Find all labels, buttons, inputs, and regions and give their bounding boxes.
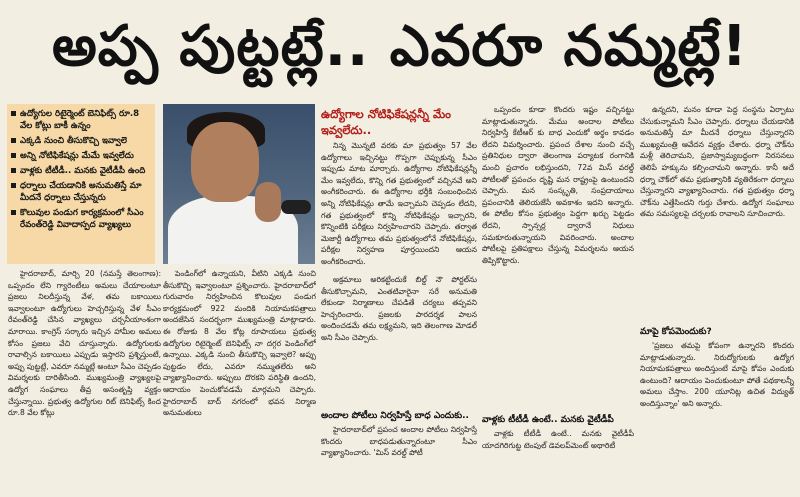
paragraph: ఉన్నదని, మనం కూడా పెద్ద సంస్థను ఏర్పాటు చేసుకున్నామని సీఎం చెప్పారు. ధర్నాలు చేయడానికి అనుమతిస్తే మా మీదనే ధర్నాలు చేస్తున్నారని ముఖ్యమంత్రి ఆవేదన వ్యక్తం చేశారు. ధర్నా చౌక్‌ను మళ్లీ తెరిచామని, ప్రజాస్వామ్యబద్ధంగా నిరసనలు తెలిపే హక్కును కల్పించామని అన్నారు. కానీ అదే ధర్నా చౌక్‌లో తమ ప్రభుత్వానికి వ్యతిరేకంగా ధర్నాలు చేస్తున్నారని వ్యాఖ్యానించారు. గత ప్రభుత్వం ధర్నా చౌక్‌ను ఎత్తేసిందని గుర్తు చేశారు. ఉద్యోగ సంఘాలు తమ సమస్యలపై చర్చలకు రావాలని సూచించారు. xyxy=(640,105,794,219)
article-column-5 xyxy=(640,104,794,322)
headline: అప్ప పుట్టట్లే.. ఎవరూ నమ్మట్లే! xyxy=(51,14,748,79)
paragraph: నిన్న మొన్నటి వరకు మా ప్రభుత్వం 57 వేల ఉద్యోగాలు ఇచ్చినట్టు గొప్పగా చెప్పుకున్న సీఎం ఇప్పుడు మాట మార్చారు. ఉద్యోగాల నోటిఫికేషన్లన్నీ మేం ఇవ్వలేదు, కొన్ని గత ప్రభుత్వంలో వచ్చినవే అని అంగీకరించారు. ఈ ఉద్యోగాల భర్తీకి సంబంధించిన అన్ని నోటిఫికేషన్లు తామే ఇచ్చామని చెప్పడం లేదని, గత ప్రభుత్వంలో కొన్ని నోటిఫికేషన్లు ఇచ్చారని, కొన్నింటికి పరీక్షలు నిర్వహించారని చెప్పారు. తర్వాత మెజార్టీ ఉద్యోగాలు తమ ప్రభుత్వంలోనే నోటిఫికేషన్లు, పరీక్షల నిర్వహణ పూర్తయిందని ఆయన అంగీకరించారు. xyxy=(321,141,477,266)
pull-quote: ఉద్యోగాల నోటిఫికేషన్లన్నీ మేం ఇవ్వలేదు.. xyxy=(321,107,451,137)
article-column-5b xyxy=(640,340,794,494)
article-column-4 xyxy=(482,104,634,410)
article-column-1 xyxy=(8,268,161,493)
highlight-item: వాళ్లకు టీటీడీ.. మనకు వైటీడీపీ ఉంది xyxy=(11,165,151,177)
subheading-beauty-pageant: అందాల పోటీలు నిర్వహిస్తే బాధ ఎందుకు.. xyxy=(321,411,469,421)
subheading-ytdp: వాళ్లకు టీటీడీ ఉంటే.. మనకు వైటీడీపీ xyxy=(482,415,614,425)
highlight-item: కొలువుల పండుగ కార్యక్రమంలో సీఎం రేవంత్‌రెడ్డి వివాదాస్పద వ్యాఖ్యలు xyxy=(11,207,151,231)
paragraph: హైదరాబాద్, మార్చి 20 (నమస్తే తెలంగాణ): ఒప్పందం లేని గ్యారెంటీలు అమలు చేయాలంటూ ప్రజలు నిలదీస్తున్న వేళ, తమ బకాయిలు ఇవ్వాలంటూ ఉద్యోగులు హెచ్చరిస్తున్న వేళ సీఎం రేవంత్‌రెడ్డి చేసిన వ్యాఖ్యలు చర్చనీయాంశంగా మారాయి. కాంగ్రెస్ సర్కారు ఇచ్చిన హామీల అమలు కోసం ప్రజలు వేచి చూస్తున్నారు. ఉద్యోగులకు రావాల్సిన బకాయిలు ఎప్పుడు ఇస్తారని ప్రశ్నిస్తుంటే, అప్పు పుట్టట్లే, ఎవరూ నమ్మట్లే అంటూ సీఎం చెప్పడం విమర్శలకు దారితీసింది. ముఖ్యమంత్రి వ్యాఖ్యలపై ఉద్యోగ సంఘాలు తీవ్ర అసంతృప్తి వ్యక్తం చేస్తున్నాయి. ప్రభుత్వ ఉద్యోగుల రిట్ బెనిఫిట్స్ కింద రూ.8 వేల కోట్లు xyxy=(8,269,161,418)
article-column-2 xyxy=(163,268,316,493)
article-column-4b xyxy=(482,428,634,494)
microphone-icon xyxy=(281,200,311,214)
paragraph: 'ప్రజలు తమపై కోపంగా ఉన్నారని కొందరు మాట్లాడుతున్నారు. నిరుద్యోగులకు ఉద్యోగ నియామకపత్రాలు అందిస్తుంటే మాపై కోపం ఎందుకు ఉంటుంది? ఆదాయం పెంచుకుంటూ పోతే పథకాలన్నీ అమలు చేస్తాం. 200 యూనిట్ల ఉచిత విద్యుత్ అందిస్తున్నాం' అని అన్నారు. xyxy=(640,341,794,408)
paragraph: ఒప్పందం కూడా కొందరు ఇష్టం వచ్చినట్టు మాట్లాడుతున్నారు. మేము అందాల పోటీలు నిర్వహిస్తే కేటీఆర్ కు బాధ ఎందుకో అర్థం కావడం లేదని విమర్శించారు. ప్రపంచ దేశాల నుంచి వచ్చే ప్రతినిధుల ద్వారా తెలంగాణ పర్యాటక రంగానికి మంచి ప్రచారం లభిస్తుందని, 72వ మిస్ వరల్డ్ పోటీలతో ప్రపంచం దృష్టి మన రాష్ట్రంపై ఉంటుందని చెప్పారు. మన సంస్కృతి, సంప్రదాయాలు ప్రపంచానికి తెలియజేసే అవకాశం ఇదని అన్నారు. ఈ పోటీల కోసం ప్రభుత్వం పెద్దగా ఖర్చు పెట్టడం లేదని, స్పాన్సర్ల ద్వారానే నిధులు సమకూరుతున్నాయని వివరించారు. అందాల పోటీలపై ప్రతిపక్షాలు చేస్తున్న విమర్శలను ఆయన తిప్పికొట్టారు. xyxy=(482,105,634,265)
article-column-3 xyxy=(321,140,477,270)
paragraph: హైదరాబాద్‌లో ప్రపంచ అందాల పోటీలు నిర్వహిస్తే కొందరు బాధపడుతున్నారంటూ సీఎం వ్యాఖ్యానించారు. 'మిస్ వరల్డ్ పోటీ xyxy=(321,425,477,458)
highlight-item: ఎక్కడి నుంచి తీసుకొచ్చి ఇవ్వాలె xyxy=(11,135,151,147)
highlight-item: ధర్నాలు చేయడానికి అనుమతిస్తే మా మీదనే ధర్నాలు చేస్తున్నరు xyxy=(11,180,151,204)
highlight-item: అన్ని నోటిఫికేషన్లు మేమే ఇవ్వలేదు xyxy=(11,150,151,162)
cm-photo xyxy=(163,104,315,264)
paragraph: అక్రమాలు అరికట్టేందుకే బిల్డ్ నౌ పోర్టల్‌ను తీసుకొచ్చామని, ఎంతటివారైనా సరే అనుమతి లేకుండా నిర్మాణాలు చేపడితే చర్యలు తప్పవని హెచ్చరించారు. ప్రజలకు పారదర్శక పాలన అందించడమే తమ లక్ష్యమని, ఇది తెలంగాణ మోడల్ అని సీఎం చెప్పారు. xyxy=(321,275,477,342)
article-column-3c xyxy=(321,424,477,494)
paragraph: పెండింగ్‌లో ఉన్నాయని, వీటిని ఎక్కడి నుంచి తీసుకొచ్చి ఇవ్వాలంటూ ప్రశ్నించారు. హైదరాబాద్‌లో గురువారం నిర్వహించిన కొలువుల పండుగ కార్యక్రమంలో 922 మందికి నియామకపత్రాలు అందజేసిన సందర్భంగా ముఖ్యమంత్రి మాట్లాడారు. ఈ రోజుకు 8 వేల కోట్ల రూపాయలు ప్రభుత్వ ఉద్యోగుల రిటైర్మెంట్ బెనిఫిట్స్ నా దగ్గర పెండింగ్‌లో ఉన్నాయి. ఎక్కడి నుంచి తీసుకొచ్చి ఇవ్వాలె? అప్పు పుట్టడం లేదు, ఎవరూ నమ్ముతలేరు అని వ్యాఖ్యానించారు. అప్పులు దొరకని పరిస్థితి ఉందని, ఆదాయం పెంచుకోవడమే మార్గమని చెప్పారు. హైదరాబాద్ బాద్ నగరంలో భవన నిర్మాణ అనుమతులు xyxy=(163,269,316,418)
highlights-box xyxy=(7,104,155,264)
paragraph: వాళ్లకు టీటీడీ ఉంటే.. మనకు వైటీడీపీ యాదగిరిగుట్ట టెంపుల్ డెవలప్‌మెంట్ అథారిటీ xyxy=(482,429,634,450)
subheading-why-angry: మాపై కోపమెందుకు? xyxy=(640,327,712,337)
highlight-item: ఉద్యోగుల రిటైర్మెంట్ బెనిఫిట్స్ రూ.8 వేల కోట్లు బాకీ ఉన్నం xyxy=(11,108,151,132)
article-column-3b xyxy=(321,274,477,408)
